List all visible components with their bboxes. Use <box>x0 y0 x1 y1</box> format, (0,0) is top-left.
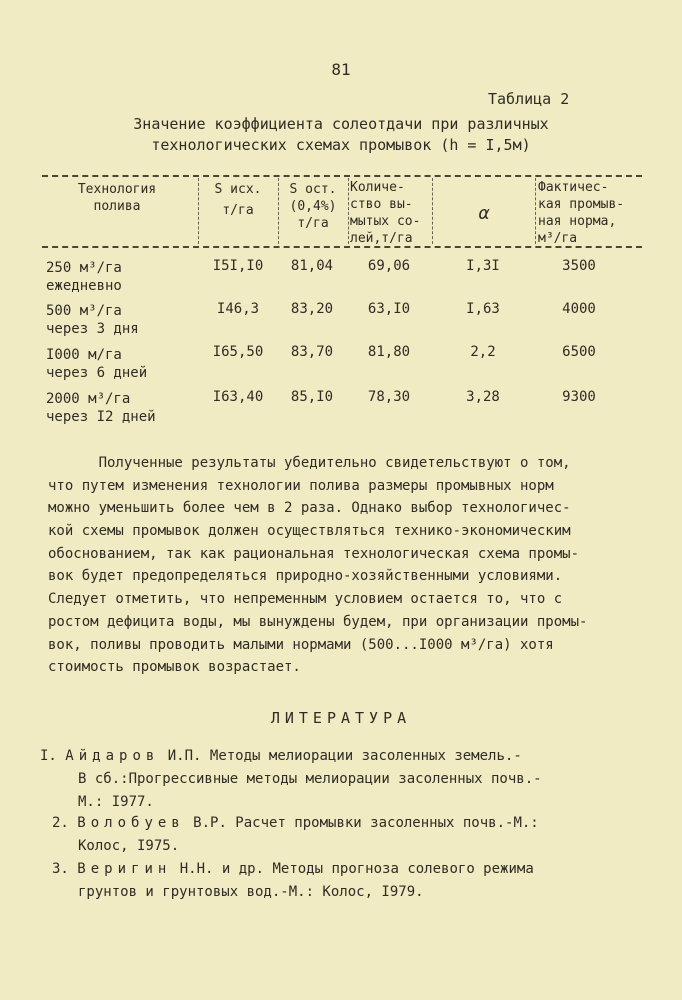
reference-item <box>52 858 534 881</box>
table-label: Таблица 2 <box>488 90 570 108</box>
table-top-rule <box>42 175 642 177</box>
reference-author: Волобуев <box>77 815 185 831</box>
header-s-initial: S исх. т/га <box>214 182 262 218</box>
table-row-technology: 2000 м³/га через I2 дней <box>46 391 156 425</box>
table-cell-alpha: 2,2 <box>470 344 496 360</box>
table-row-technology: I000 м/га через 6 дней <box>46 347 148 381</box>
page-number: 81 <box>331 60 351 79</box>
body-line: стоимость промывок возрастает. <box>48 659 301 675</box>
table-cell-alpha: 3,28 <box>466 389 500 405</box>
body-line: вок, поливы проводить малыми нормами (500...I000 м³/га) хотя <box>48 637 554 653</box>
literature-heading: ЛИТЕРАТУРА <box>270 709 412 727</box>
reference-author: Айдаров <box>65 748 160 764</box>
table-caption-line1: Значение коэффициента солеотдачи при различных <box>133 115 549 133</box>
reference-number: 3. <box>52 861 69 877</box>
table-cell-norm: 9300 <box>562 389 596 405</box>
header-actual-norm: Фактичес- кая промыв- ная норма, м³/га <box>538 180 625 246</box>
body-line: вок будет предопределяться природно-хозяйственными условиями. <box>48 568 563 584</box>
table-cell-salt-quantity: 81,80 <box>367 344 411 360</box>
table-cell-s-residual: 85,I0 <box>290 389 334 405</box>
header-alpha: α <box>478 203 490 224</box>
table-cell-norm: 4000 <box>562 301 596 317</box>
body-line: обоснованием, так как рациональная технологическая схема промы- <box>48 546 580 562</box>
table-cell-s-residual: 83,70 <box>290 344 334 360</box>
column-divider <box>198 178 199 244</box>
header-technology: Технология полива <box>77 182 157 214</box>
reference-continuation: М.: I977. <box>78 794 154 810</box>
table-cell-norm: 6500 <box>562 344 596 360</box>
body-line: Следует отметить, что непременным условием остается то, что с <box>48 591 563 607</box>
reference-continuation: Колос, I975. <box>78 838 180 854</box>
table-cell-s-initial: I63,40 <box>212 389 264 405</box>
table-cell-s-residual: 81,04 <box>290 258 334 274</box>
table-cell-s-initial: I5I,I0 <box>212 258 264 274</box>
column-divider <box>535 178 536 244</box>
body-line: что путем изменения технологии полива размеры промывных норм <box>48 478 554 494</box>
body-line: кой схемы промывок должен осуществляться технико-экономическим <box>48 523 571 539</box>
column-divider <box>348 178 349 244</box>
reference-text: И.П. Методы мелиорации засоленных земель.- <box>159 748 522 764</box>
column-divider <box>278 178 279 244</box>
table-caption-line2: технологических схемах промывок (h = I,5м) <box>151 136 531 154</box>
header-salt-quantity: Количе- ство вы- мытых со- лей,т/га <box>350 180 421 246</box>
body-line: можно уменьшить более чем в 2 раза. Однако выбор технологичес- <box>48 500 571 516</box>
reference-text: Н.Н. и др. Методы прогноза солевого режима <box>171 861 534 877</box>
reference-number: 2. <box>52 815 69 831</box>
table-cell-alpha: I,63 <box>466 301 500 317</box>
reference-number: I. <box>40 748 57 764</box>
table-row-technology: 250 м³/га ежедневно <box>46 260 122 294</box>
table-cell-salt-quantity: 63,I0 <box>367 301 411 317</box>
table-cell-s-initial: I65,50 <box>212 344 264 360</box>
table-cell-norm: 3500 <box>562 258 596 274</box>
table-cell-salt-quantity: 78,30 <box>367 389 411 405</box>
table-row-technology: 500 м³/га через 3 дня <box>46 303 139 337</box>
body-line: Полученные результаты убедительно свидетельствуют о том, <box>48 455 571 471</box>
column-divider <box>432 178 433 244</box>
table-cell-s-initial: I46,3 <box>216 301 260 317</box>
reference-author: Веригин <box>77 861 172 877</box>
header-s-residual: S ост. (0,4%) т/га <box>289 182 337 231</box>
reference-continuation: грунтов и грунтовых вод.-М.: Колос, I979. <box>78 884 424 900</box>
table-cell-alpha: I,3I <box>466 258 500 274</box>
reference-item <box>52 812 539 835</box>
table-cell-s-residual: 83,20 <box>290 301 334 317</box>
body-line: ростом дефицита воды, мы вынуждены будем, при организации промы- <box>48 614 588 630</box>
reference-continuation: В сб.:Прогрессивные методы мелиорации засоленных почв.- <box>78 771 542 787</box>
table-cell-salt-quantity: 69,06 <box>367 258 411 274</box>
reference-item <box>40 745 522 768</box>
reference-text: В.Р. Расчет промывки засоленных почв.-М.: <box>184 815 539 831</box>
